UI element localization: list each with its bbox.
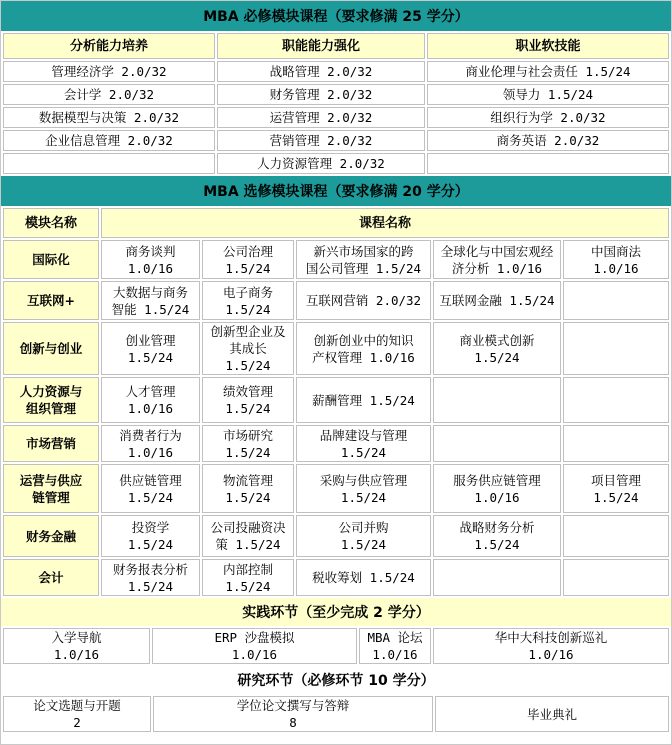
empty-cell <box>3 153 215 174</box>
required-course-cell <box>217 107 425 128</box>
course-label: 战略管理 2.0/32 <box>269 64 373 79</box>
elective-course-cell: 品牌建设与管理 1.5/24 <box>296 425 431 462</box>
elective-course-cell: 创新型企业及 其成长 1.5/24 <box>202 322 294 375</box>
elective-course-cell: 互联网营销 2.0/32 <box>296 281 431 320</box>
course-name-header: 课程名称 <box>101 208 669 238</box>
practice-item: ERP 沙盘模拟 1.0/16 <box>152 628 357 664</box>
module-name: 国际化 <box>3 240 99 279</box>
module-name: 创新与创业 <box>3 322 99 375</box>
elective-course-cell: 大数据与商务 智能 1.5/24 <box>101 281 200 320</box>
empty-cell <box>427 153 669 174</box>
elective-course-cell: 消费者行为 1.0/16 <box>101 425 200 462</box>
elective-course-cell: 商业模式创新 1.5/24 <box>433 322 561 375</box>
elective-course-cell: 公司投融资决 策 1.5/24 <box>202 515 294 557</box>
elective-module-row <box>3 240 669 279</box>
required-course-cell <box>3 61 215 82</box>
course-label: 数据模型与决策 2.0/32 <box>38 110 180 125</box>
module-name: 市场营销 <box>3 425 99 462</box>
required-course-cell <box>3 107 215 128</box>
elective-module-row <box>3 464 669 513</box>
required-row <box>3 107 669 128</box>
elective-course-cell: 电子商务 1.5/24 <box>202 281 294 320</box>
elective-course-cell: 采购与供应管理 1.5/24 <box>296 464 431 513</box>
elective-module-row <box>3 281 669 320</box>
course-label: 人力资源管理 2.0/32 <box>257 156 385 171</box>
required-row <box>3 84 669 105</box>
elective-course-cell: 新兴市场国家的跨 国公司管理 1.5/24 <box>296 240 431 279</box>
required-course-cell <box>217 61 425 82</box>
module-name-header: 模块名称 <box>3 208 99 238</box>
required-course-cell <box>217 130 425 151</box>
course-label: 组织行为学 2.0/32 <box>490 110 606 125</box>
required-course-cell <box>217 84 425 105</box>
required-row <box>3 130 669 151</box>
elective-course-cell: 税收筹划 1.5/24 <box>296 559 431 596</box>
required-column-header: 分析能力培养 <box>3 33 215 59</box>
practice-item: 华中大科技创新巡礼 1.0/16 <box>433 628 669 664</box>
required-column-header: 职能能力强化 <box>217 33 425 59</box>
practice-section-title: 实践环节（至少完成 2 学分） <box>1 598 671 626</box>
required-course-cell <box>427 84 669 105</box>
required-course-cell <box>427 107 669 128</box>
module-name: 运营与供应 链管理 <box>3 464 99 513</box>
required-course-cell <box>3 84 215 105</box>
module-name: 财务金融 <box>3 515 99 557</box>
research-item: 论文选题与开题 2 <box>3 696 151 732</box>
elective-course-cell: 战略财务分析 1.5/24 <box>433 515 561 557</box>
required-column-header: 职业软技能 <box>427 33 669 59</box>
empty-cell <box>563 425 669 462</box>
module-name: 互联网+ <box>3 281 99 320</box>
elective-course-cell: 薪酬管理 1.5/24 <box>296 377 431 423</box>
elective-module-row <box>3 425 669 462</box>
course-label: 运营管理 2.0/32 <box>269 110 373 125</box>
course-label: 商业伦理与社会责任 1.5/24 <box>465 64 631 79</box>
elective-course-cell: 财务报表分析 1.5/24 <box>101 559 200 596</box>
empty-cell <box>563 281 669 320</box>
elective-table <box>1 206 671 598</box>
empty-cell <box>563 515 669 557</box>
required-row <box>3 61 669 82</box>
required-table <box>1 31 671 176</box>
required-row <box>3 153 669 174</box>
elective-course-cell: 供应链管理 1.5/24 <box>101 464 200 513</box>
empty-cell <box>563 377 669 423</box>
elective-course-cell: 全球化与中国宏观经 济分析 1.0/16 <box>433 240 561 279</box>
required-course-cell <box>217 153 425 174</box>
empty-cell <box>433 559 561 596</box>
elective-course-cell: 项目管理 1.5/24 <box>563 464 669 513</box>
elective-section-title: MBA 选修模块课程（要求修满 20 学分） <box>1 176 671 206</box>
course-label: 企业信息管理 2.0/32 <box>45 133 173 148</box>
elective-course-cell: 中国商法 1.0/16 <box>563 240 669 279</box>
empty-cell <box>433 377 561 423</box>
research-item: 毕业典礼 <box>435 696 669 732</box>
empty-cell <box>433 425 561 462</box>
course-label: 会计学 2.0/32 <box>63 87 155 102</box>
practice-item: MBA 论坛 1.0/16 <box>359 628 431 664</box>
practice-table <box>1 626 671 666</box>
elective-course-cell: 创业管理 1.5/24 <box>101 322 200 375</box>
course-label: 财务管理 2.0/32 <box>269 87 373 102</box>
course-label: 营销管理 2.0/32 <box>269 133 373 148</box>
empty-cell <box>563 322 669 375</box>
practice-item: 入学导航 1.0/16 <box>3 628 150 664</box>
research-table <box>1 694 671 734</box>
required-course-cell <box>427 61 669 82</box>
required-course-cell <box>427 130 669 151</box>
elective-course-cell: 绩效管理 1.5/24 <box>202 377 294 423</box>
elective-course-cell: 创新创业中的知识 产权管理 1.0/16 <box>296 322 431 375</box>
elective-module-row <box>3 322 669 375</box>
required-course-cell <box>3 130 215 151</box>
course-label: 商务英语 2.0/32 <box>496 133 600 148</box>
elective-course-cell: 物流管理 1.5/24 <box>202 464 294 513</box>
elective-module-row <box>3 559 669 596</box>
elective-course-cell: 服务供应链管理 1.0/16 <box>433 464 561 513</box>
elective-course-cell: 公司并购 1.5/24 <box>296 515 431 557</box>
elective-course-cell: 公司治理 1.5/24 <box>202 240 294 279</box>
module-name: 会计 <box>3 559 99 596</box>
research-item: 学位论文撰写与答辩 8 <box>153 696 433 732</box>
elective-course-cell: 商务谈判 1.0/16 <box>101 240 200 279</box>
empty-cell <box>563 559 669 596</box>
required-section-title: MBA 必修模块课程（要求修满 25 学分） <box>1 1 671 31</box>
elective-module-row <box>3 377 669 423</box>
elective-course-cell: 市场研究 1.5/24 <box>202 425 294 462</box>
elective-module-row <box>3 515 669 557</box>
elective-course-cell: 互联网金融 1.5/24 <box>433 281 561 320</box>
elective-course-cell: 内部控制 1.5/24 <box>202 559 294 596</box>
elective-course-cell: 投资学 1.5/24 <box>101 515 200 557</box>
course-label: 管理经济学 2.0/32 <box>51 64 167 79</box>
module-name: 人力资源与 组织管理 <box>3 377 99 423</box>
course-label: 领导力 1.5/24 <box>502 87 594 102</box>
elective-course-cell: 人才管理 1.0/16 <box>101 377 200 423</box>
research-section-title: 研究环节（必修环节 10 学分） <box>237 673 435 689</box>
